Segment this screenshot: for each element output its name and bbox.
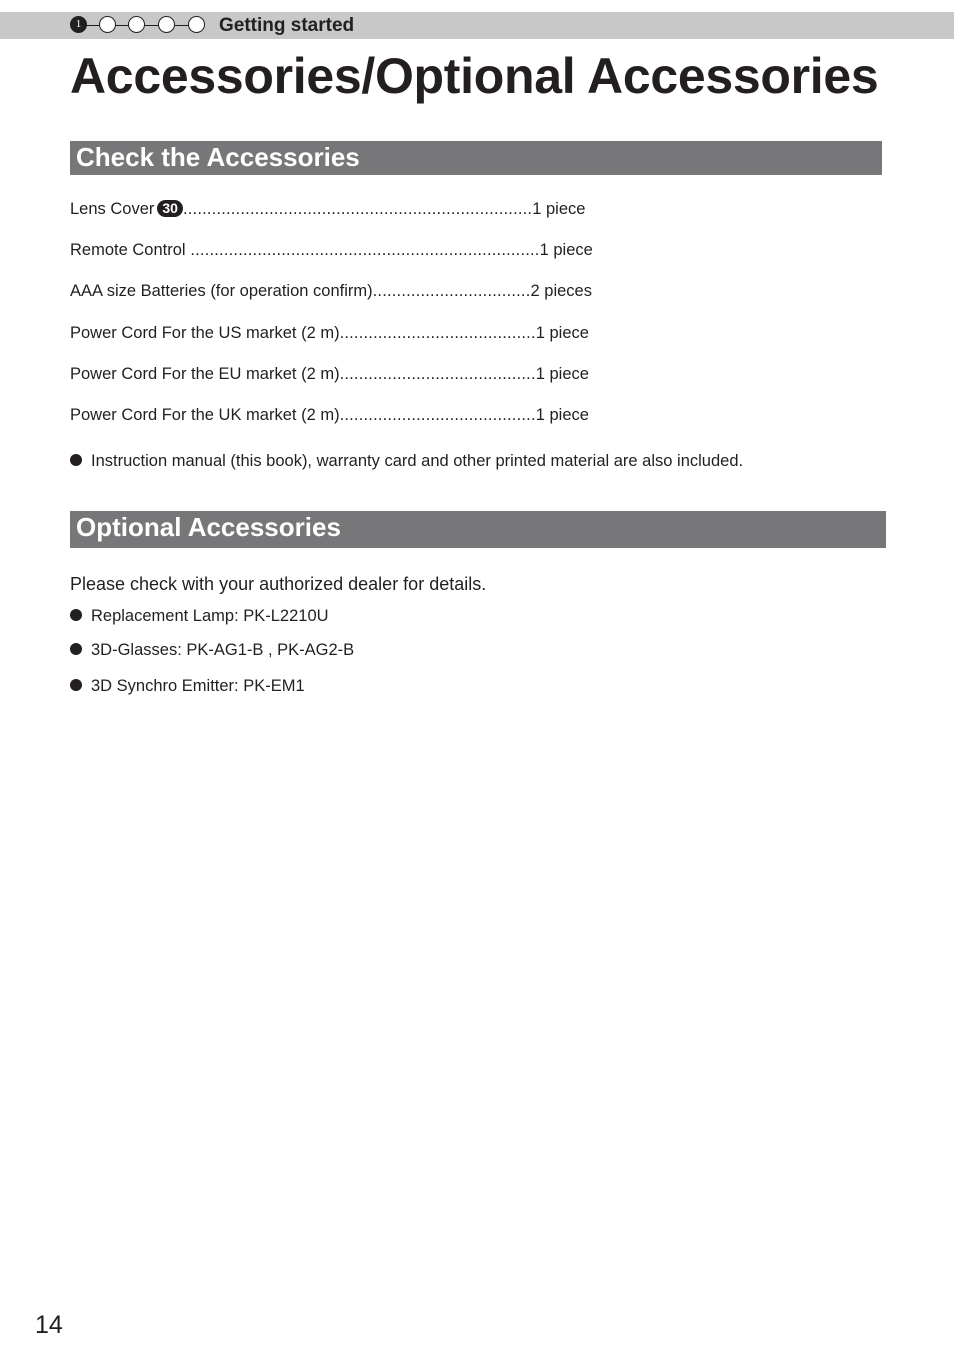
accessory-name: Lens Cover [70,200,155,218]
bullet-icon [70,609,82,621]
accessory-quantity: 1 piece [535,365,589,383]
bullet-icon [70,679,82,691]
dot-leader: ......................................... [339,406,536,424]
bullet-icon [70,643,82,655]
bullet-icon [70,454,82,466]
accessory-quantity: 1 piece [535,324,589,342]
note-text: Instruction manual (this book), warranty card and other printed material are also included. [91,452,744,470]
accessory-row [70,199,585,219]
optional-item-text: Replacement Lamp: PK-L2210U [91,607,329,625]
dot-leader: ......................................... [339,324,536,342]
dot-leader: ......................................... [339,365,536,383]
step-circle-1: 1 [70,16,87,33]
accessory-row [70,405,589,425]
section-heading-optional-accessories: Optional Accessories [70,511,886,548]
accessory-name: Power Cord For the EU market (2 m) [70,365,340,383]
step-circle-3 [128,16,145,33]
optional-item-text: 3D Synchro Emitter: PK-EM1 [91,677,305,695]
step-circle-2 [99,16,116,33]
accessory-quantity: 1 piece [532,200,586,218]
page-reference-badge: 30 [157,200,183,217]
list-item [70,640,354,660]
chapter-progress-indicator [70,16,210,36]
dealer-note: Please check with your authorized dealer for details. [70,574,487,594]
accessory-quantity: 1 piece [535,406,589,424]
accessory-quantity: 1 piece [539,241,593,259]
accessory-row [70,240,593,260]
section-heading-check-accessories: Check the Accessories [70,141,882,175]
step-circle-4 [158,16,175,33]
dot-leader: ................................. [372,282,531,300]
list-item [70,606,329,626]
accessory-name: Power Cord For the US market (2 m) [70,324,340,342]
list-item [70,676,305,696]
accessory-name: Remote Control [70,241,186,259]
page-title: Accessories/Optional Accessories [70,48,879,104]
chapter-label: Getting started [219,15,355,36]
step-circle-5 [188,16,205,33]
accessory-row [70,281,592,301]
accessory-row [70,364,589,384]
accessory-name: Power Cord For the UK market (2 m) [70,406,340,424]
optional-item-text: 3D-Glasses: PK-AG1-B , PK-AG2-B [91,641,355,659]
included-materials-note [70,451,743,471]
page-number: 14 [35,1311,63,1339]
dot-leader: ......................................................................... [182,200,533,218]
accessory-quantity: 2 pieces [530,282,592,300]
dot-leader: ......................................................................... [185,241,540,259]
accessory-row [70,323,589,343]
accessory-name: AAA size Batteries (for operation confirm) [70,282,373,300]
